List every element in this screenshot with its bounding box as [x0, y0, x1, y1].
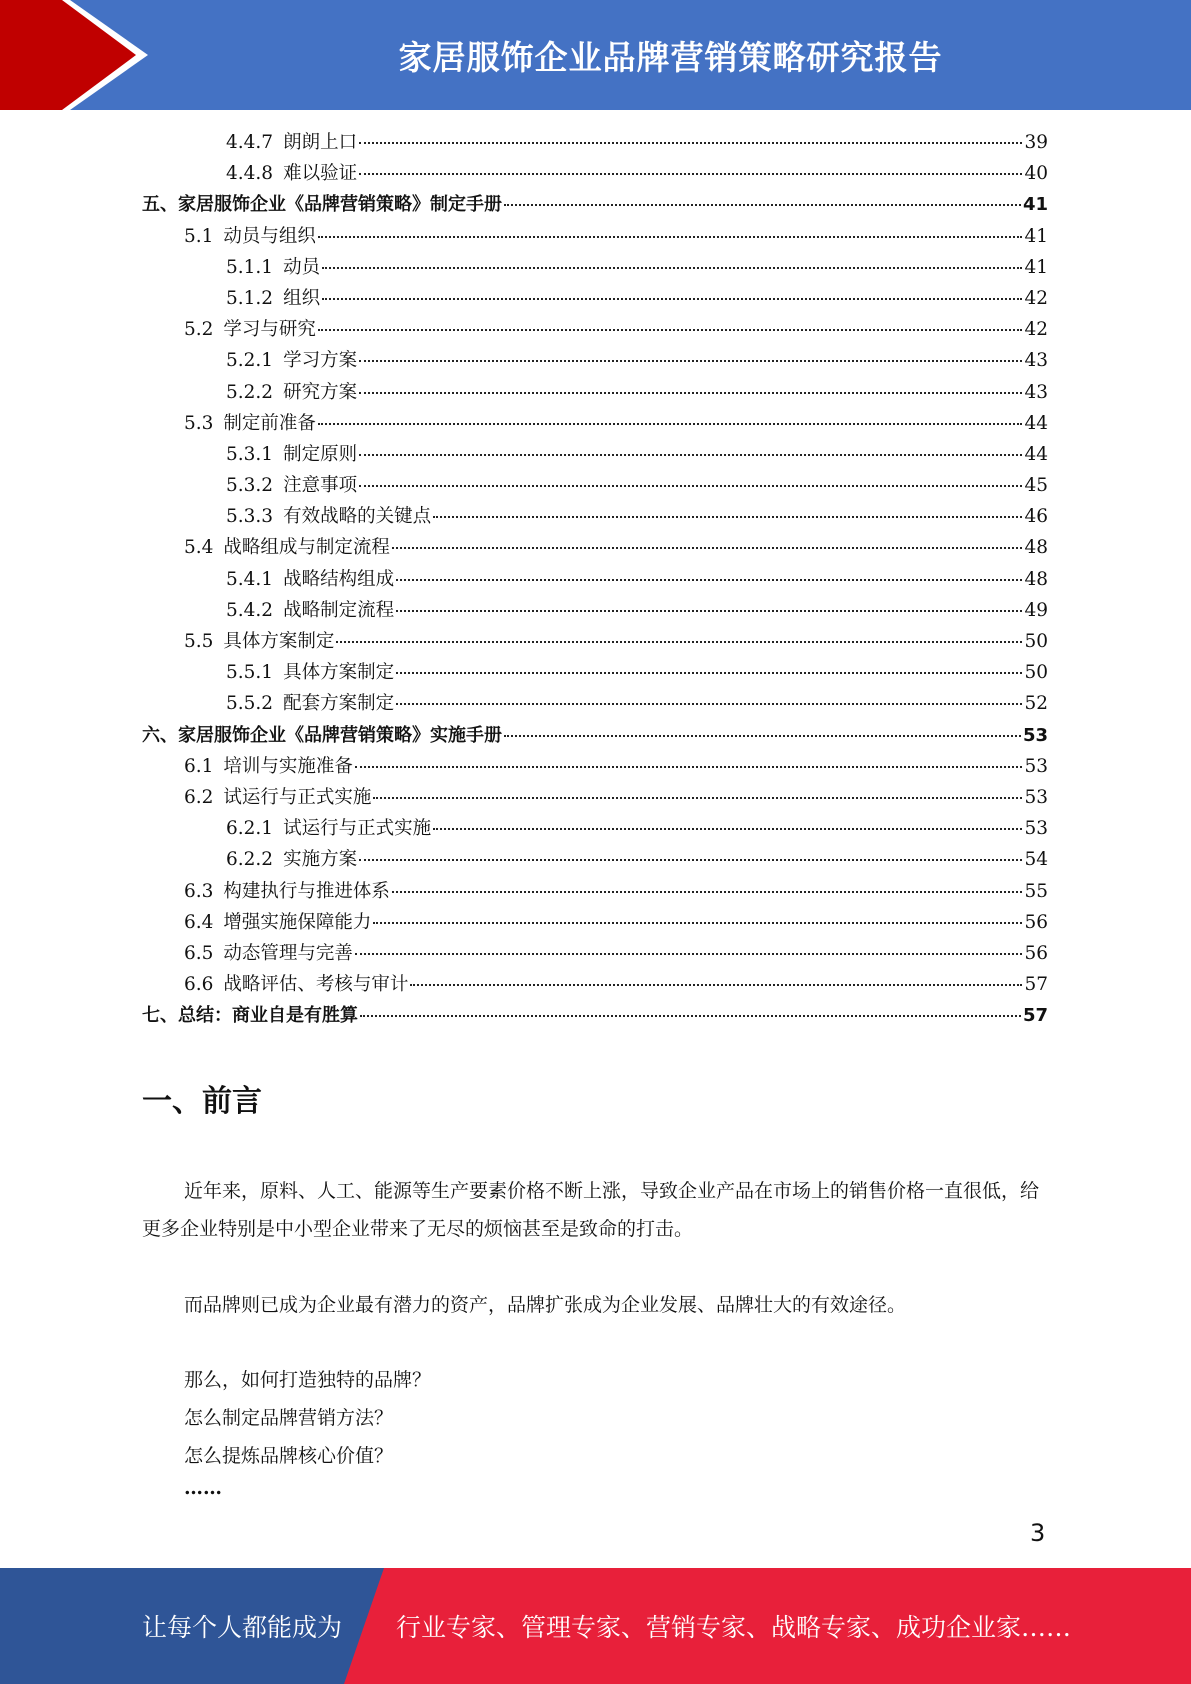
toc-entry-number: 6.2.1 [226, 818, 274, 840]
toc-entry-title: 培训与实施准备 [223, 755, 353, 777]
toc-entry-page: 56 [1024, 942, 1048, 964]
toc-entry[interactable] [142, 222, 1048, 253]
toc-entry-title: 研究方案 [283, 381, 358, 403]
toc-entry-title: 动态管理与完善 [223, 942, 353, 964]
toc-dot-leader [433, 516, 1022, 518]
toc-entry-number: 4.4.7 [226, 132, 274, 153]
toc-entry[interactable] [142, 253, 1048, 284]
toc-dot-leader [396, 672, 1022, 674]
toc-entry-title: 朗朗上口 [283, 132, 358, 153]
toc-entry-number: 6.2.2 [226, 849, 274, 871]
toc-entry[interactable] [142, 783, 1048, 814]
toc-entry-page: 44 [1024, 443, 1048, 465]
toc-entry[interactable] [142, 721, 1048, 752]
toc-entry-number: 5.1 [184, 225, 214, 247]
toc-entry[interactable] [142, 689, 1048, 720]
toc-entry[interactable] [142, 939, 1048, 970]
toc-entry[interactable] [142, 284, 1048, 315]
toc-entry-number: 6.2 [184, 786, 214, 808]
toc-entry[interactable] [142, 908, 1048, 939]
toc-entry[interactable] [142, 627, 1048, 658]
toc-entry-number: 5.5 [184, 631, 214, 652]
toc-entry-number: 4.4.8 [226, 163, 274, 185]
toc-dot-leader [359, 485, 1022, 487]
toc-entry-page: 49 [1024, 599, 1048, 621]
footer-slogan-left: 让每个人都能成为 [142, 1613, 343, 1642]
toc-entry-page: 40 [1024, 163, 1048, 185]
intro-paragraph-2: 而品牌则已成为企业最有潜力的资产，品牌扩张成为企业发展、品牌壮大的有效途径。 [184, 1294, 907, 1316]
toc-dot-leader [336, 641, 1022, 643]
toc-dot-leader [396, 610, 1022, 612]
toc-entry-number: 5.1.1 [226, 256, 274, 278]
question-line: 怎么提炼品牌核心价值？ [184, 1445, 394, 1467]
toc-entry-page: 53 [1022, 724, 1048, 746]
toc-entry-page: 41 [1024, 225, 1048, 247]
toc-dot-leader [359, 392, 1022, 394]
toc-entry-number: 5.4 [184, 537, 214, 559]
toc-entry-number: 6.1 [184, 755, 214, 777]
toc-entry-number: 6.6 [184, 974, 214, 996]
toc-entry-title: 七、总结：商业自是有胜算 [142, 1005, 358, 1027]
toc-entry-title: 动员 [283, 256, 321, 278]
toc-entry[interactable] [142, 190, 1048, 221]
toc-entry[interactable] [142, 565, 1048, 596]
intro-paragraph-1: 近年来，原料、人工、能源等生产要素价格不断上涨，导致企业产品在市场上的销售价格一直很低，给更多企业特别是中小型企业带来了无尽的烦恼甚至是致命的打击。 [142, 1180, 1040, 1240]
toc-entry-number: 5.3.2 [226, 475, 274, 497]
toc-entry-title: 试运行与正式实施 [223, 786, 372, 808]
toc-entry[interactable] [142, 1001, 1048, 1032]
toc-entry[interactable] [142, 346, 1048, 377]
toc-entry[interactable] [142, 596, 1048, 627]
page-header [0, 0, 1191, 110]
toc-entry-page: 43 [1024, 350, 1048, 372]
table-of-contents [142, 128, 1048, 1032]
toc-dot-leader [355, 953, 1023, 955]
question-line: 那么，如何打造独特的品牌？ [184, 1369, 432, 1391]
toc-entry-page: 53 [1024, 786, 1048, 808]
toc-entry-page: 42 [1024, 287, 1048, 309]
toc-entry-title: 动员与组织 [223, 225, 316, 247]
page-footer [0, 1568, 1191, 1684]
toc-entry-page: 57 [1022, 1005, 1048, 1027]
toc-entry-page: 53 [1024, 818, 1048, 840]
toc-entry-number: 6.3 [184, 880, 214, 902]
toc-entry[interactable] [142, 658, 1048, 689]
toc-entry-page: 44 [1024, 412, 1048, 434]
toc-dot-leader [322, 298, 1022, 300]
section-heading: 一、前言 [142, 1084, 262, 1119]
toc-entry-title: 难以验证 [283, 163, 358, 185]
toc-entry-number: 5.3.3 [226, 506, 274, 528]
toc-entry-page: 53 [1024, 755, 1048, 777]
toc-entry-title: 注意事项 [283, 475, 358, 497]
toc-entry-number: 5.2.2 [226, 381, 274, 403]
toc-entry-page: 50 [1024, 631, 1048, 652]
toc-entry-number: 6.5 [184, 942, 214, 964]
toc-dot-leader [433, 828, 1022, 830]
toc-dot-leader [504, 735, 1021, 737]
toc-entry-title: 试运行与正式实施 [283, 818, 432, 840]
toc-entry[interactable] [142, 471, 1048, 502]
toc-dot-leader [359, 360, 1022, 362]
toc-entry-number: 5.3 [184, 412, 214, 434]
toc-dot-leader [359, 142, 1022, 144]
ellipsis-line: …… [184, 1477, 222, 1499]
toc-entry-page: 39 [1024, 132, 1048, 153]
toc-dot-leader [322, 267, 1022, 269]
toc-entry-page: 43 [1024, 381, 1048, 403]
toc-dot-leader [318, 236, 1023, 238]
toc-dot-leader [359, 454, 1022, 456]
toc-dot-leader [392, 547, 1023, 549]
toc-entry-title: 战略制定流程 [283, 599, 395, 621]
toc-entry[interactable] [142, 315, 1048, 346]
toc-dot-leader [392, 891, 1023, 893]
toc-entry[interactable] [142, 440, 1048, 471]
toc-dot-leader [359, 173, 1022, 175]
toc-entry[interactable] [142, 502, 1048, 533]
toc-entry-title: 实施方案 [283, 849, 358, 871]
toc-dot-leader [373, 922, 1022, 924]
toc-dot-leader [359, 859, 1022, 861]
toc-dot-leader [355, 766, 1023, 768]
toc-entry[interactable] [142, 877, 1048, 908]
toc-entry[interactable] [142, 970, 1048, 1001]
toc-entry-title: 有效战略的关键点 [283, 506, 432, 528]
toc-entry-title: 战略组成与制定流程 [223, 537, 390, 559]
toc-dot-leader [504, 204, 1021, 206]
toc-entry-number: 5.4.2 [226, 599, 274, 621]
toc-entry-title: 具体方案制定 [223, 631, 335, 652]
toc-entry[interactable] [142, 128, 1048, 159]
toc-dot-leader [396, 579, 1022, 581]
toc-entry-page: 54 [1024, 849, 1048, 871]
question-line: 怎么制定品牌营销方法？ [184, 1407, 394, 1429]
toc-entry-number: 6.4 [184, 911, 214, 933]
toc-entry-number: 5.2 [184, 319, 214, 341]
toc-entry-page: 57 [1024, 974, 1048, 996]
toc-dot-leader [396, 703, 1022, 705]
toc-entry-title: 组织 [283, 287, 321, 309]
toc-entry[interactable] [142, 409, 1048, 440]
toc-entry[interactable] [142, 845, 1048, 876]
toc-entry-title: 战略评估、考核与审计 [223, 974, 409, 996]
toc-entry-title: 构建执行与推进体系 [223, 880, 390, 902]
toc-entry-page: 50 [1024, 662, 1048, 684]
header-chevron-graphic [0, 0, 160, 110]
toc-dot-leader [360, 1015, 1021, 1017]
toc-entry-page: 55 [1024, 880, 1048, 902]
toc-entry-title: 制定原则 [283, 443, 358, 465]
toc-entry-number: 5.5.1 [226, 662, 274, 684]
toc-entry-title: 制定前准备 [223, 412, 316, 434]
report-title: 家居服饰企业品牌营销策略研究报告 [398, 37, 943, 77]
toc-entry-title: 六、家居服饰企业《品牌营销策略》实施手册 [142, 724, 502, 746]
toc-entry-page: 46 [1024, 506, 1048, 528]
toc-entry[interactable] [142, 159, 1048, 190]
toc-entry-number: 5.3.1 [226, 443, 274, 465]
toc-entry-title: 具体方案制定 [283, 662, 395, 684]
toc-entry-title: 学习与研究 [223, 319, 316, 341]
toc-entry-title: 学习方案 [283, 350, 358, 372]
toc-entry-page: 56 [1024, 911, 1048, 933]
toc-entry-title: 五、家居服饰企业《品牌营销策略》制定手册 [142, 194, 502, 216]
page-number: 3 [1030, 1519, 1046, 1547]
toc-dot-leader [373, 797, 1022, 799]
toc-dot-leader [318, 423, 1023, 425]
toc-entry-page: 41 [1024, 256, 1048, 278]
toc-dot-leader [318, 329, 1023, 331]
toc-entry-title: 配套方案制定 [283, 693, 395, 715]
toc-entry-number: 5.4.1 [226, 568, 274, 590]
toc-entry-page: 41 [1022, 194, 1048, 216]
toc-entry-number: 5.2.1 [226, 350, 274, 372]
toc-entry-number: 5.1.2 [226, 287, 274, 309]
toc-entry-page: 42 [1024, 319, 1048, 341]
toc-entry[interactable] [142, 752, 1048, 783]
toc-dot-leader [410, 984, 1022, 986]
toc-entry[interactable] [142, 533, 1048, 564]
toc-entry-title: 增强实施保障能力 [223, 911, 372, 933]
toc-entry[interactable] [142, 378, 1048, 409]
footer-slogan-right: 行业专家、管理专家、营销专家、战略专家、成功企业家…… [396, 1613, 1072, 1642]
toc-entry-page: 52 [1024, 693, 1048, 715]
toc-entry-page: 45 [1024, 475, 1048, 497]
toc-entry-page: 48 [1024, 568, 1048, 590]
toc-entry-title: 战略结构组成 [283, 568, 395, 590]
toc-entry-page: 48 [1024, 537, 1048, 559]
toc-entry[interactable] [142, 814, 1048, 845]
toc-entry-number: 5.5.2 [226, 693, 274, 715]
